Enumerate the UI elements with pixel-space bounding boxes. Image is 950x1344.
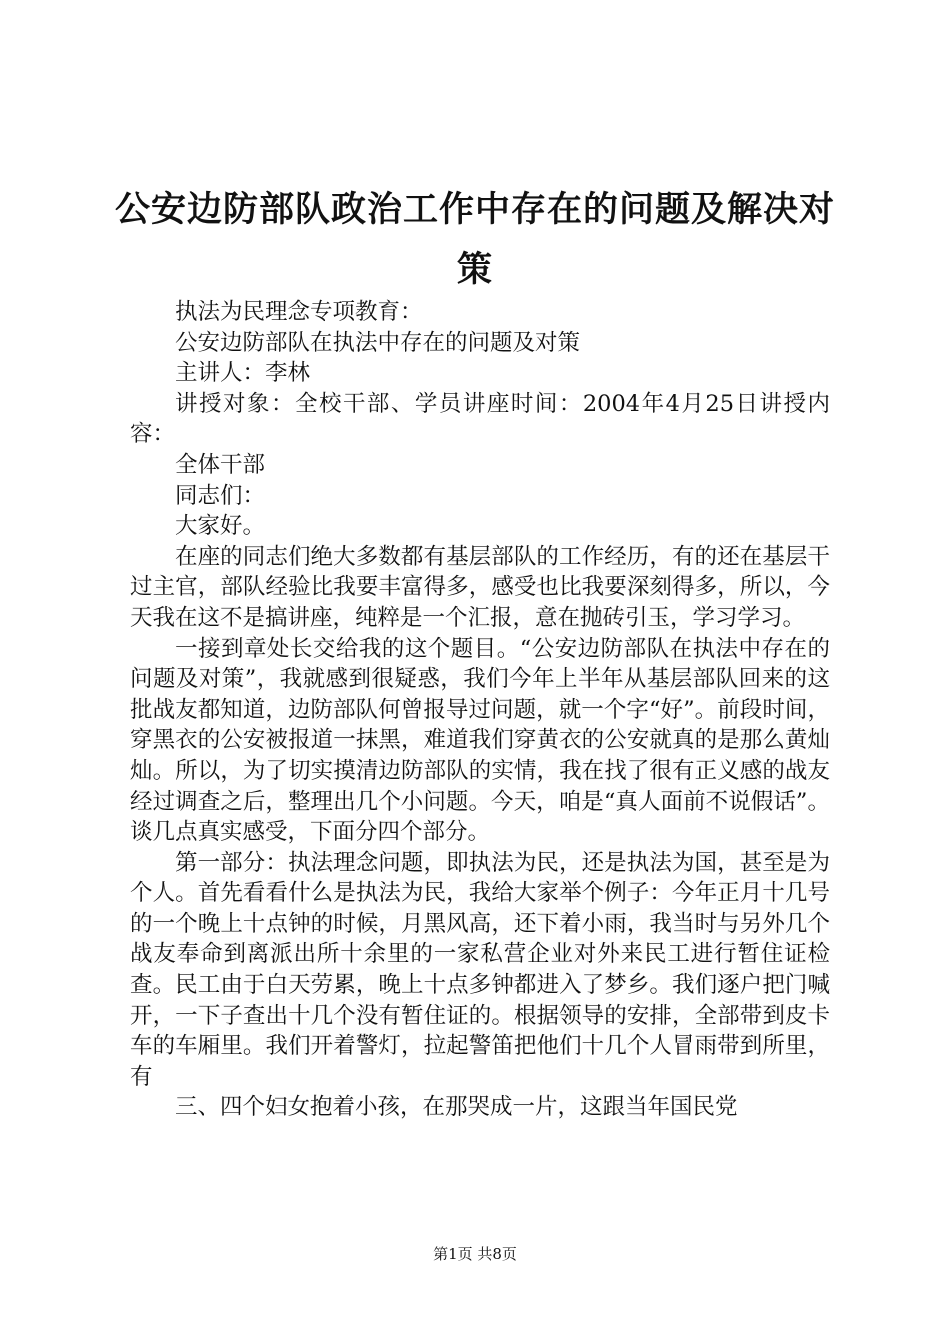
paragraph: 一接到章处长交给我的这个题目。“公安边防部队在执法中存在的问题及对策”，我就感到很疑惑，我们今年上半年从基层部队回来的这批战友都知道，边防部队何曾报导过问题，就一个字“好”。前段时间，穿黑衣的公安被报道一抹黑，难道我们穿黄衣的公安就真的是那么黄灿灿。所以，为了切实摸清边防部队的实情，我在找了很有正义感的战友经过调查之后，整理出几个小问题。今天，咱是“真人面前不说假话”。谈几点真实感受，下面分四个部分。 <box>130 635 830 846</box>
paragraph: 全体干部 <box>175 451 266 478</box>
page-footer: 第1页 共8页 <box>433 1245 517 1263</box>
paragraph: 第一部分：执法理念问题，即执法为民，还是执法为国，甚至是为个人。首先看看什么是执法为民，我给大家举个例子：今年正月十几号的一个晚上十点钟的时候，月黑风高，还下着小雨，我当时与另外几个战友奉命到离派出所十余里的一家私营企业对外来民工进行暂住证检查。民工由于白天劳累，晚上十点多钟都进入了梦乡。我们逐户把门喊开，一下子查出十几个没有暂住证的。根据领导的安排，全部带到皮卡车的车厢里。我们开着警灯，拉起警笛把他们十几个人冒雨带到所里，有 <box>130 849 830 1090</box>
paragraph: 同志们： <box>175 482 266 509</box>
paragraph: 大家好。 <box>175 513 266 540</box>
paragraph: 讲授对象：全校干部、学员讲座时间：2004年4月25日讲授内容： <box>130 390 830 448</box>
document-title: 公安边防部队政治工作中存在的问题及解决对策 <box>114 190 835 290</box>
paragraph: 公安边防部队在执法中存在的问题及对策 <box>175 329 581 356</box>
paragraph: 在座的同志们绝大多数都有基层部队的工作经历，有的还在基层干过主官，部队经验比我要丰富得多，感受也比我要深刻得多，所以，今天我在这不是搞讲座，纯粹是一个汇报，意在抛砖引玉，学习学习。 <box>130 543 830 631</box>
document-body <box>130 297 830 1123</box>
paragraph: 执法为民理念专项教育： <box>175 299 423 325</box>
paragraph: 主讲人：李林 <box>175 360 311 387</box>
paragraph: 三、四个妇女抱着小孩，在那哭成一片，这跟当年国民党 <box>175 1094 738 1121</box>
